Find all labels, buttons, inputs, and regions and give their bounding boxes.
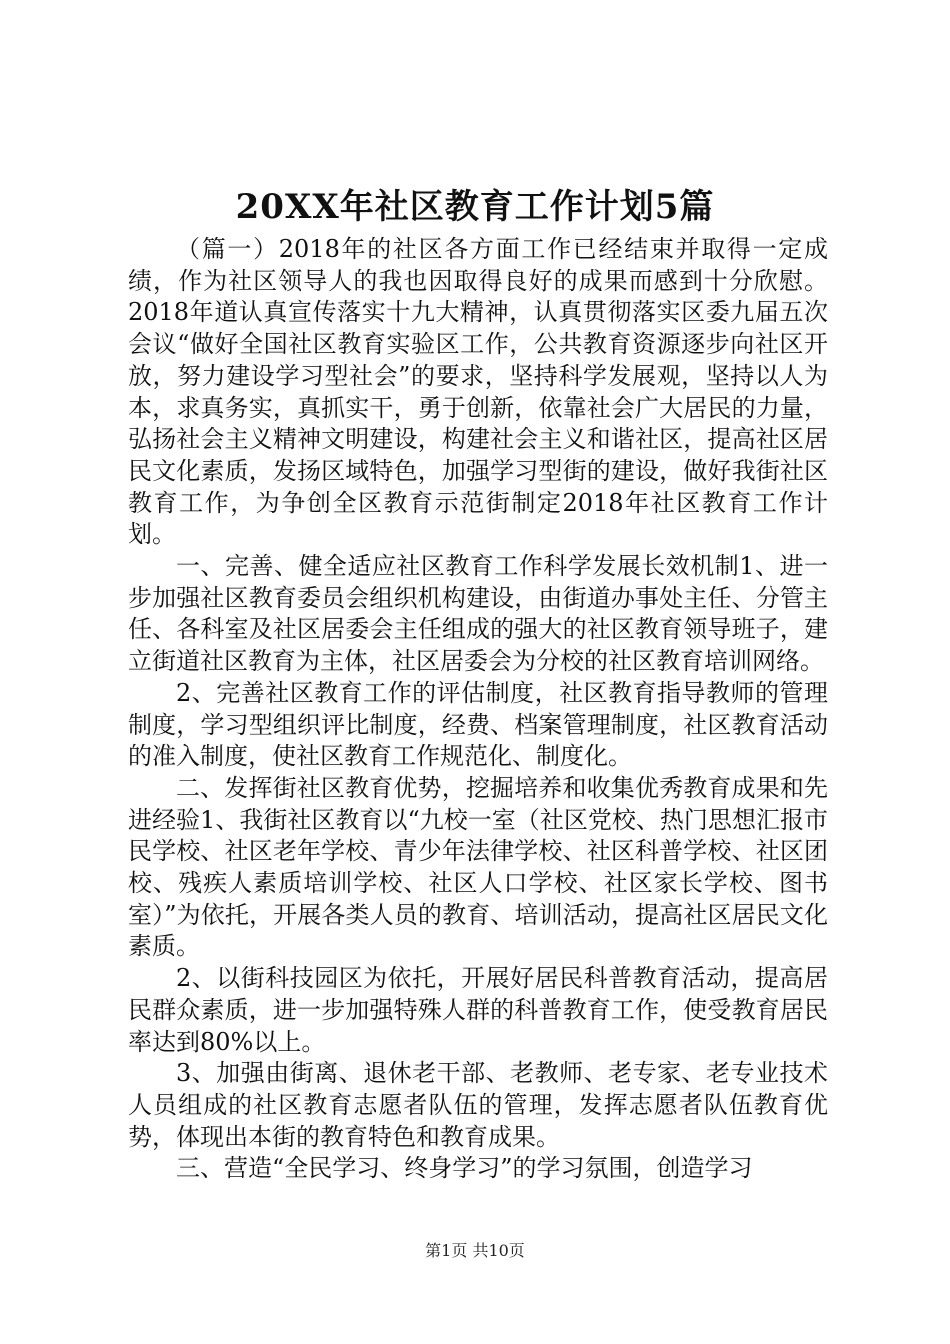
document-title: 20XX年社区教育工作计划5篇 — [235, 187, 715, 227]
document-body — [128, 234, 828, 1185]
paragraph: 3、加强由街离、退休老干部、老教师、老专家、老专业技术人员组成的社区教育志愿者队伍的管理，发挥志愿者队伍教育优势，体现出本街的教育特色和教育成果。 — [128, 1059, 828, 1151]
paragraph: 三、营造“全民学习、终身学习”的学习氛围，创造学习 — [176, 1154, 753, 1183]
paragraph: 2、以街科技园区为依托，开展好居民科普教育活动，提高居民群众素质，进一步加强特殊人群的科普教育工作，使受教育居民率达到80%以上。 — [128, 964, 828, 1056]
paragraph: 二、发挥街社区教育优势，挖掘培养和收集优秀教育成果和先进经验1、我街社区教育以“九校一室（社区党校、热门思想汇报市民学校、社区老年学校、青少年法律学校、社区科普学校、社区团校、残疾人素质培训学校、社区人口学校、社区家长学校、图书室）”为依托，开展各类人员的教育、培训活动，提高社区居民文化素质。 — [128, 773, 828, 961]
paragraph: 2、完善社区教育工作的评估制度，社区教育指导教师的管理制度，学习型组织评比制度，经费、档案管理制度，社区教育活动的准入制度，使社区教育工作规范化、制度化。 — [128, 678, 828, 771]
paragraph: 一、完善、健全适应社区教育工作科学发展长效机制1、进一步加强社区教育委员会组织机构建设，由街道办事处主任、分管主任、各科室及社区居委会主任组成的强大的社区教育领导班子，建立街道社区教育为主体，社区居委会为分校的社区教育培训网络。 — [128, 552, 828, 676]
paragraph: （篇一）2018年的社区各方面工作已经结束并取得一定成绩，作为社区领导人的我也因取得良好的成果而感到十分欣慰。2018年道认真宣传落实十九大精神，认真贯彻落实区委九届五次会议“做好全国社区教育实验区工作，公共教育资源逐步向社区开放，努力建设学习型社会”的要求，坚持科学发展观，坚持以人为本，求真务实，真抓实干，勇于创新，依靠社会广大居民的力量，弘扬社会主义精神文明建设，构建社会主义和谐社区，提高社区居民文化素质，发扬区域特色，加强学习型街的建设，做好我街社区教育工作，为争创全区教育示范街制定2018年社区教育工作计划。 — [128, 235, 828, 549]
page-number-footer: 第1页 共10页 — [425, 1241, 525, 1260]
